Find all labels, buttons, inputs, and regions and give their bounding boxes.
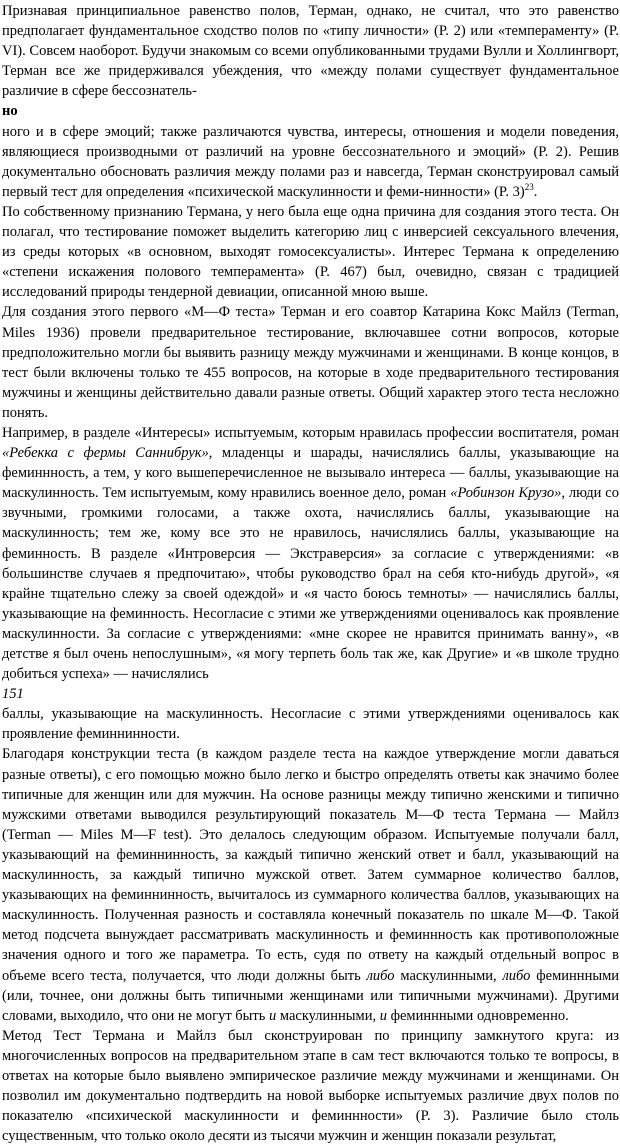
paragraph-8: Метод Тест Термана и Майлз был сконструирован по принципу замкнутого круга: из многочисленных вопросов на предварительном этапе в сам тест включаются только те вопросы, в ответах на которые было выявлено эмпирическое различие между мужчинами и женщинами. Он позволил им документально подтвердить на новой выборке испытуемых различие двух полов по показателю «психической маскулинности и феминнности» (P. 3). Различие было столь существенным, что только около десяти из тысячи мужчин и женщин показали результат,: [2, 1027, 619, 1145]
bold-word-fragment: но: [2, 103, 18, 120]
emphasis-either-1: либо: [366, 967, 395, 984]
paragraph-2-body: ного и в сфере эмоций; также различаются чувства, интересы, отношения и модели поведения, являющиеся производными от различий на уровне бессознательного и эмоций» (P. 2). Решив документально обосновать различия между полами раз и навсегда, Терман сконструировал самый первый тест для определения «психической маскулинности и феми-нинности» (P. 3): [2, 123, 619, 200]
book-title-robinson: «Робинзон Крузо»,: [450, 485, 565, 502]
book-title-rebecca: «Ребекка с фермы Саннибрук»,: [2, 445, 213, 462]
paragraph-2: [2, 122, 619, 202]
paragraph-5-part-1: Например, в разделе «Интересы» испытуемым, которым нравилась профессии воспитателя, роман: [2, 424, 619, 441]
paragraph-6: баллы, указывающие на маскулинность. Несогласие с этими утверждениями оценивалось как проявление феминнинности.: [2, 706, 619, 743]
hyphen-fragment: [2, 101, 619, 121]
paragraph-7-mid-1: маскулинными,: [394, 967, 503, 984]
page-number: 151: [2, 686, 24, 703]
paragraph-5-part-5: люди со звучными, громкими голосами, а также охота, начислялись баллы, указывающие на маскулинность; тем же, кому все это не нравилось, начислялись баллы, указывающие на феминность. В разделе «Интроверсия — Экстраверсия» за согласие с утверждениями: «в большинстве случаев я предпочитаю», чтобы руководство брал на себя кто-нибудь другой», «я крайне тщательно слежу за своей одеждой» и «я часто боюсь темноты» — начислялись баллы, указывающие на феминность. Несогласие с этими же утверждениями оценивалось как проявление маскулинности. За согласие с утверждениями: «мне скорее не нравится принимать ванну», «в детстве я был очень непослушным», «я могу терпеть боль так же, как Другие» и «в школе трудно добиться успеха» — начислялись: [2, 485, 619, 683]
emphasis-and-1: и: [269, 1007, 277, 1024]
footnote-marker[interactable]: 23: [524, 181, 534, 192]
paragraph-7-tail: феминнными одновременно.: [386, 1007, 569, 1024]
paragraph-7-mid-2: феминнными (или, точнее, они должны быть типичными женщинами или типичными мужчинами). Другими словами, выходило, что они не могут быть: [2, 967, 620, 1024]
paragraph-2-end: .: [533, 183, 538, 200]
paragraph-1: Признавая принципиальное равенство полов, Терман, однако, не считал, что это равенство предполагает фундаментальное сходство полов по «типу личности» (P. 2) или «темпераменту» (P. VI). Совсем наоборот. Будучи знакомым со всеми опубликованными трудами Вулли и Холлингворт, Терман все же придерживался убеждения, что «между полами существует фундаментальное различие в сфере бессознатель-: [2, 3, 619, 100]
paragraph-7-body: Благодаря конструкции теста (в каждом разделе теста на каждое утверждение могли даваться разные ответы), с его помощью можно было легко и быстро определять ответы как значимо более типичные для женщин или для мужчин. На основе разницы между типично женскими и типично мужскими ответами выводился результирующий показатель М—Ф теста Термана — Майлз (Terman — Miles M—F test). Это делалось следующим образом. Испытуемые получали балл, указывающий на феминнинность, за каждый типично женский ответ и балл, указывающий на маскулинность, за каждый типично мужской ответ. Затем суммарное количество баллов, указывающих на феминнинность, вычиталось из суммарного количества баллов, указывающих на маскулинность. Полученная разность и составляла конечный показатель по шкале М—Ф. Такой метод подсчета вынуждает рассматривать маскулинность и феминнность как противоположные значения одного и того же параметра. То есть, судя по ответу на каждый отдельный вопрос в объеме всего теста, получается, что люди должны быть: [2, 746, 619, 984]
paragraph-3: По собственному признанию Термана, у него была еще одна причина для создания этого теста. Он полагал, что тестирование поможет выделить категорию лиц с инверсией сексуального влечения, из среды которых «в основном, выходят гомосексуалисты». Интерес Термана к определению «степени искажения полового темперамента» (P. 467) был, очевидно, связан с традицией исследований природы тендерной девиации, описанной мною выше.: [2, 203, 619, 301]
paragraph-5: [2, 423, 619, 684]
emphasis-and-2: и: [379, 1007, 387, 1024]
paragraph-4: Для создания этого первого «М—Ф теста» Терман и его соавтор Катарина Кокс Майлз (Terman, Miles 1936) провели предварительное тестирование, включавшее сотни вопросов, которые предположительно могли бы выявить разницу между мужчинами и женщинами. В конце концов, в тест были включены только те 455 вопросов, на которые в ходе предварительного тестирования мужчины и женщины действительно давали разные ответы. Общий характер этого теста несложно понять.: [2, 304, 619, 421]
paragraph-7: [2, 744, 619, 1025]
paragraph-5-part-3: младенцы и шарады, начислялись баллы, указывающие на феминнность, а тем, у кого вышеперечисленное не вызывало интереса — баллы, указывающие на маскулинность. Тем испытуемым, кому нравились военное дело, роман: [2, 445, 619, 502]
emphasis-either-2: либо: [502, 967, 531, 984]
paragraph-7-mid-3: маскулинными,: [276, 1007, 380, 1024]
